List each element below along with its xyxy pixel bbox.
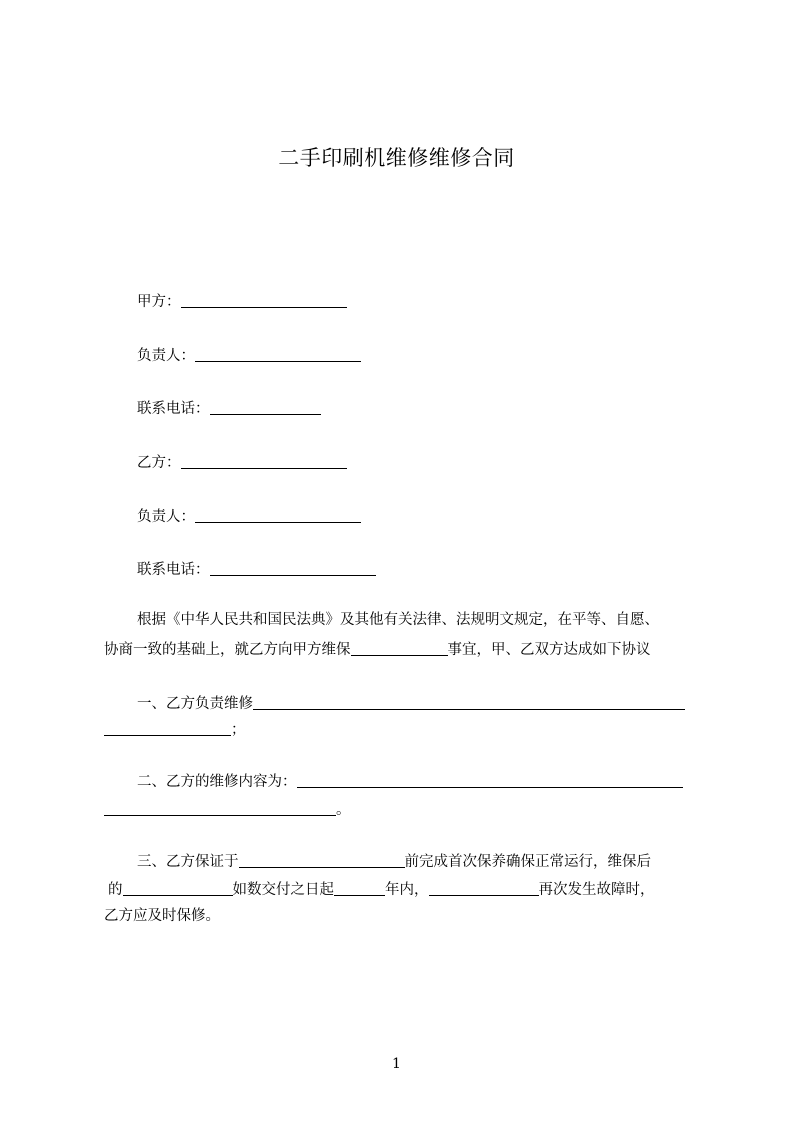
clause-2-end: 。: [336, 802, 351, 818]
clause-1-line-2: [104, 720, 246, 739]
clause-3-text-b: 前完成首次保养确保正常运行，维保后: [404, 854, 651, 870]
clause-3-line-2: [108, 880, 655, 899]
clause-3-line-3: 乙方应及时保修。: [104, 908, 220, 924]
preamble-text-b: 事宜，甲、乙双方达成如下协议: [447, 642, 651, 658]
preamble-maintenance-blank[interactable]: [351, 642, 448, 656]
clause-1-end: ；: [231, 722, 246, 738]
party-b-person-label: 负责人：: [137, 509, 195, 525]
preamble-line-2: [104, 640, 651, 659]
party-b-line: [137, 453, 347, 472]
page-number: 1: [392, 1056, 401, 1072]
clause-3-years-blank[interactable]: [334, 882, 385, 896]
clause-2-blank-continued[interactable]: [104, 802, 336, 816]
clause-1-blank[interactable]: [253, 696, 685, 710]
clause-2-blank[interactable]: [297, 774, 683, 788]
document-title: 二手印刷机维修维修合同: [278, 146, 515, 170]
party-b-blank[interactable]: [181, 455, 347, 469]
party-a-blank[interactable]: [181, 294, 347, 308]
party-a-person-line: [137, 346, 361, 365]
clause-3-text-c: 的: [108, 882, 123, 898]
party-b-phone-label: 联系电话：: [137, 562, 210, 578]
party-b-phone-blank[interactable]: [210, 562, 376, 576]
party-a-line: [137, 292, 347, 311]
party-a-phone-blank[interactable]: [210, 401, 321, 415]
clause-3-text-a: 三、乙方保证于: [137, 854, 239, 870]
party-a-phone-line: [137, 399, 321, 418]
clause-3-line-1: [137, 852, 651, 871]
party-a-phone-label: 联系电话：: [137, 401, 210, 417]
party-a-person-blank[interactable]: [195, 348, 361, 362]
clause-2-line-1: [137, 772, 683, 791]
party-a-person-label: 负责人：: [137, 348, 195, 364]
clause-3-condition-blank[interactable]: [429, 882, 539, 896]
clause-2-text: 二、乙方的维修内容为：: [137, 774, 297, 790]
clause-2-line-2: [104, 800, 351, 819]
party-b-person-blank[interactable]: [195, 509, 361, 523]
clause-3-text-d: 如数交付之日起: [232, 882, 334, 898]
clause-3-text-e: 年内，: [385, 882, 429, 898]
clause-1-line-1: [137, 694, 685, 713]
preamble-line-1: 根据《中华人民共和国民法典》及其他有关法律、法规明文规定，在平等、自愿、: [137, 612, 659, 628]
preamble-text-a: 协商一致的基础上，就乙方向甲方维保: [104, 642, 351, 658]
party-b-phone-line: [137, 560, 376, 579]
party-b-person-line: [137, 507, 361, 526]
party-a-label: 甲方：: [137, 294, 181, 310]
clause-1-blank-continued[interactable]: [104, 722, 231, 736]
clause-3-date-blank[interactable]: [239, 854, 405, 868]
party-b-label: 乙方：: [137, 455, 181, 471]
clause-1-text: 一、乙方负责维修: [137, 696, 253, 712]
clause-3-item-blank[interactable]: [123, 882, 233, 896]
clause-3-text-f: 再次发生故障时，: [538, 882, 655, 898]
